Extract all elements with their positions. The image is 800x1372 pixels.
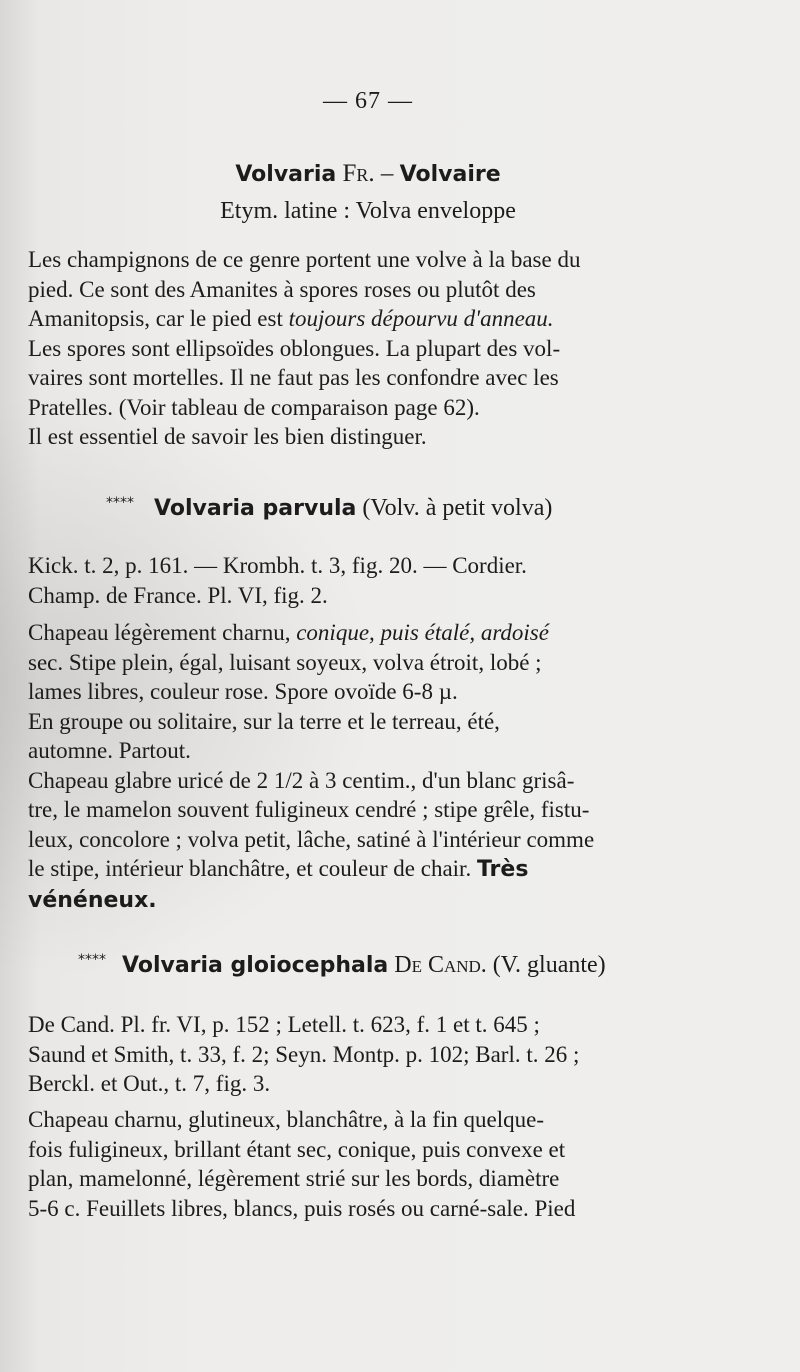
text-line: Les champignons de ce genre portent une volve à la base du bbox=[28, 247, 581, 272]
text-line bbox=[28, 854, 678, 885]
text-line: vaires sont mortelles. Il ne faut pas les confondre avec les bbox=[28, 365, 559, 390]
etymology: Etym. latine : Volva enveloppe bbox=[220, 198, 516, 224]
italic-segment: toujours dépourvu d'anneau. bbox=[288, 306, 554, 331]
page-number: — 67 — bbox=[323, 88, 413, 114]
italic-segment: conique, puis étalé, ardoisé bbox=[296, 620, 549, 645]
genus-sep: – bbox=[374, 160, 400, 187]
parvula-description bbox=[28, 618, 678, 915]
genus-description bbox=[28, 245, 678, 452]
toxicity-warning: vénéneux. bbox=[28, 887, 157, 913]
text-line bbox=[28, 885, 678, 916]
gloiocephala-references bbox=[28, 1010, 678, 1099]
species-common-name: (Volv. à petit volva) bbox=[356, 495, 553, 521]
text-line: pied. Ce sont des Amanites à spores roses ou plutôt des bbox=[28, 276, 536, 302]
genus-title: Volvaria bbox=[235, 162, 337, 187]
species-name: Volvaria parvula bbox=[154, 496, 357, 521]
text-segment: Amanitopsis, car le pied est bbox=[28, 306, 289, 331]
reference-line: Berckl. et Out., t. 7, fig. 3. bbox=[28, 1071, 271, 1096]
text-line: En groupe ou solitaire, sur la terre et le terreau, été, bbox=[28, 708, 500, 734]
text-line: automne. Partout. bbox=[28, 738, 191, 763]
text-line: 5-6 c. Feuillets libres, blancs, puis rosés ou carné-sale. Pied bbox=[28, 1195, 576, 1221]
species-author: De Cand. bbox=[388, 952, 487, 978]
text-segment: le stipe, intérieur blanchâtre, et couleur de chair. bbox=[28, 856, 477, 881]
text-line: leux, concolore ; volva petit, lâche, satiné à l'intérieur comme bbox=[28, 826, 595, 852]
genus-author: Fr. bbox=[342, 160, 375, 187]
genus-french-name: Volvaire bbox=[399, 162, 501, 187]
reference-line: De Cand. Pl. fr. VI, p. 152 ; Letell. t. 623, f. 1 et t. 645 ; bbox=[28, 1012, 540, 1037]
toxicity-stars: **** bbox=[78, 952, 106, 968]
text-line: Les spores sont ellipsoïdes oblongues. La plupart des vol- bbox=[28, 335, 561, 361]
toxicity-stars: **** bbox=[106, 495, 134, 511]
gloiocephala-description bbox=[28, 1105, 678, 1223]
text-line bbox=[28, 304, 678, 334]
text-line: lames libres, couleur rose. Spore ovoïde 6-8 µ. bbox=[28, 679, 458, 704]
species-common-name: (V. gluante) bbox=[486, 952, 606, 978]
genus-heading bbox=[28, 160, 708, 188]
text-segment: Chapeau légèrement charnu, bbox=[28, 620, 297, 645]
species-name: Volvaria gloiocephala bbox=[122, 953, 389, 978]
species-heading-parvula bbox=[106, 495, 706, 522]
toxicity-warning: Très bbox=[476, 857, 529, 882]
text-line: Il est essentiel de savoir les bien distinguer. bbox=[28, 424, 427, 449]
species-heading-gloiocephala bbox=[78, 952, 718, 979]
parvula-references bbox=[28, 551, 678, 610]
reference-line: Saund et Smith, t. 33, f. 2; Seyn. Montp. p. 102; Barl. t. 26 ; bbox=[28, 1041, 580, 1067]
text-line: Pratelles. (Voir tableau de comparaison page 62). bbox=[28, 394, 480, 420]
text-line bbox=[28, 618, 678, 648]
text-line: plan, mamelonné, légèrement strié sur les bords, diamètre bbox=[28, 1166, 560, 1191]
text-line: tre, le mamelon souvent fuligineux cendré ; stipe grêle, fistu- bbox=[28, 797, 590, 822]
reference-line: Kick. t. 2, p. 161. — Krombh. t. 3, fig. 20. — Cordier. bbox=[28, 553, 527, 578]
text-line: Chapeau glabre uricé de 2 1/2 à 3 centim., d'un blanc grisâ- bbox=[28, 767, 575, 793]
reference-line: Champ. de France. Pl. VI, fig. 2. bbox=[28, 582, 328, 608]
text-line: Chapeau charnu, glutineux, blanchâtre, à la fin quelque- bbox=[28, 1107, 545, 1132]
text-line: fois fuligineux, brillant étant sec, conique, puis convexe et bbox=[28, 1136, 566, 1162]
text-line: sec. Stipe plein, égal, luisant soyeux, volva étroit, lobé ; bbox=[28, 649, 542, 675]
